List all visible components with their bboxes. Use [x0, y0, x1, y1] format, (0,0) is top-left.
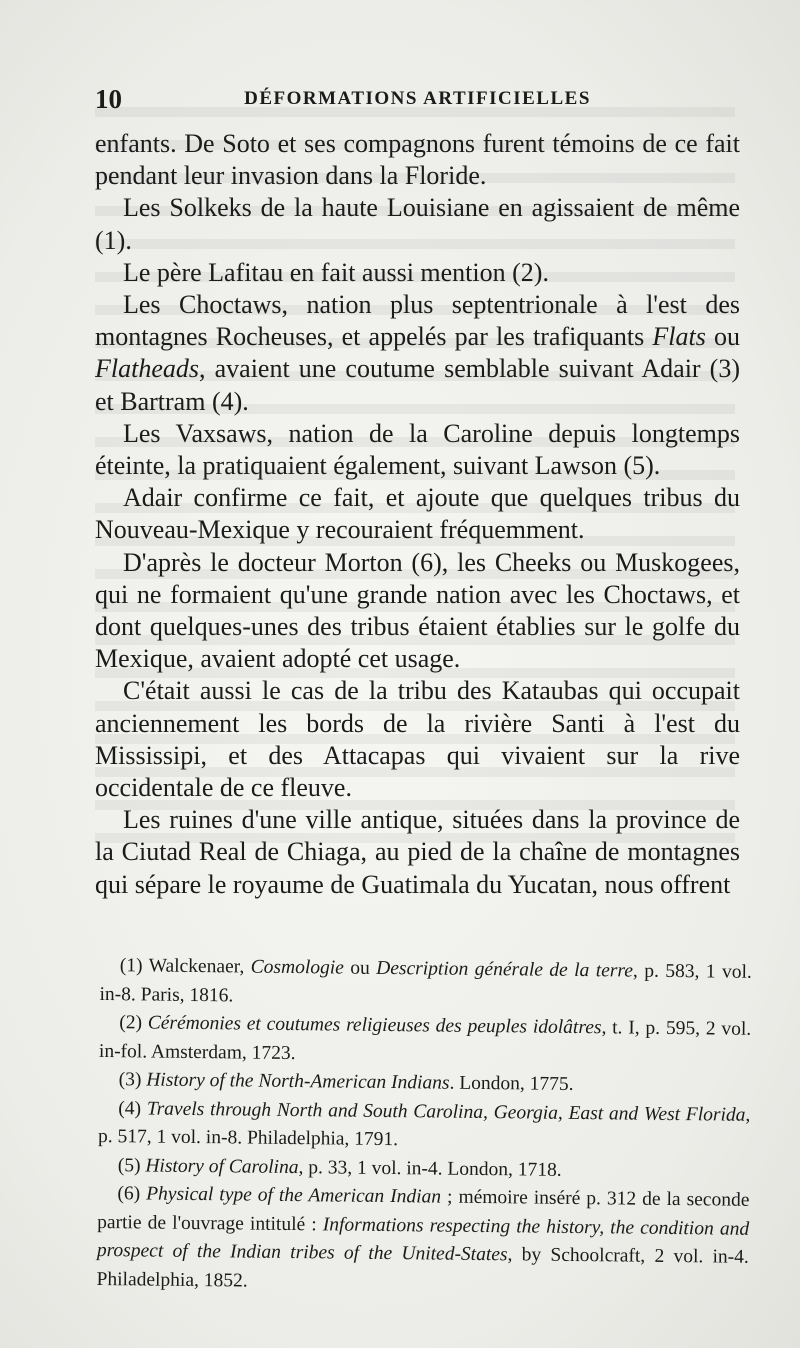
footnote-1 [99, 952, 752, 1016]
paragraph-9: Les ruines d'une ville antique, situées dans la province de la Ciutad Real de Chiaga, au pied de la chaîne de montagnes qui sépare le royaume de Guatimala du Yucatan, nous offrent [95, 805, 740, 899]
footnote-2-title: Cérémonies et coutumes religieuses des peuples idolâtres [147, 1012, 602, 1039]
footnote-3-details: . London, 1775. [449, 1072, 574, 1095]
footnote-1-mid: ou [343, 957, 377, 979]
footnote-6-ref: (6) [117, 1183, 147, 1205]
main-text [95, 128, 740, 901]
paragraph-1: enfants. De Soto et ses compagnons furent témoins de ce fait pendant leur invasion dans la Floride. [95, 129, 740, 191]
footnote-6-title-2: Informations respecting the history, the condition and prospect of the Indian tribes of the United-States [96, 1213, 750, 1266]
paragraph-4-end: , avaient une coutume semblable suivant Adair (3) et Bartram (4). [95, 354, 740, 416]
footnote-2 [99, 1009, 752, 1073]
paragraph-8: C'était aussi le cas de la tribu des Kataubas qui occupait anciennement les bords de la rivière Santi à l'est du Mississipi, et des Attacapas qui vivaient sur la rive occidentale de ce fleuve. [95, 676, 740, 803]
footnote-6 [96, 1180, 749, 1301]
footnote-4 [98, 1094, 751, 1158]
paragraph-4-start: Les Choctaws, nation plus septentrionale à l'est des montagnes Rocheuses, et appelés par les trafiquants [95, 290, 740, 352]
page-header [95, 84, 740, 114]
running-title: DÉFORMATIONS ARTIFICIELLES [244, 88, 591, 109]
footnote-6-title: Physical type of the American Indian [146, 1183, 442, 1208]
page-number: 10 [95, 84, 122, 114]
footnotes [96, 952, 752, 1301]
footnote-4-title: Travels through North and South Carolina, Georgia, East and West Florida [146, 1098, 746, 1126]
paragraph-4 [95, 289, 740, 418]
footnote-2-details: , t. I, p. 595, 2 vol. in-fol. Amsterdam, 1723. [98, 1017, 752, 1064]
footnote-6-mid: ; mémoire inséré p. 312 de la seconde partie de l'ouvrage intitulé : [97, 1186, 750, 1235]
footnote-5-title: History of Carolina [145, 1154, 299, 1178]
paragraph-6: Adair confirme ce fait, et ajoute que quelques tribus du Nouveau-Mexique y recouraient fréquemment. [95, 483, 740, 545]
footnote-1-title-2: Description générale de la terre [376, 957, 634, 982]
paragraph-3: Le père Lafitau en fait aussi mention (2). [123, 257, 549, 287]
footnote-5-details: , p. 33, 1 vol. in-4. London, 1718. [298, 1156, 562, 1181]
footnote-1-details: , p. 583, 1 vol. in-8. Paris, 1816. [99, 960, 752, 1006]
footnote-1-title: Cosmologie [250, 956, 344, 979]
footnote-3-title: History of the North-American Indians [146, 1069, 450, 1094]
paragraph-7: D'après le docteur Morton (6), les Cheeks ou Muskogees, qui ne formaient qu'une grande nation avec les Choctaws, et dont quelques-unes des tribus étaient établies sur le golfe du Mexique, avaient adopté cet usage. [95, 547, 740, 674]
paragraph-5: Les Vaxsaws, nation de la Caroline depuis longtemps éteinte, la pratiquaient également, suivant Lawson (5). [95, 418, 740, 481]
footnote-3-ref: (3) [118, 1069, 147, 1091]
footnote-4-ref: (4) [118, 1097, 147, 1119]
term-flatheads: Flatheads [95, 354, 199, 384]
footnote-4-details: , p. 517, 1 vol. in-8. Philadelphia, 1791. [97, 1104, 751, 1151]
term-flats: Flats [652, 322, 706, 352]
footnote-6-details: , by Schoolcraft, 2 vol. in-4. Philadelphia, 1852. [96, 1244, 749, 1292]
footnote-2-ref: (2) [119, 1012, 148, 1034]
paragraph-4-or: ou [705, 322, 740, 352]
footnote-1-ref: (1) Walckenaer, [119, 955, 251, 978]
footnote-5-ref: (5) [117, 1154, 146, 1176]
paragraph-2: Les Solkeks de la haute Louisiane en agissaient de même (1). [95, 193, 740, 255]
